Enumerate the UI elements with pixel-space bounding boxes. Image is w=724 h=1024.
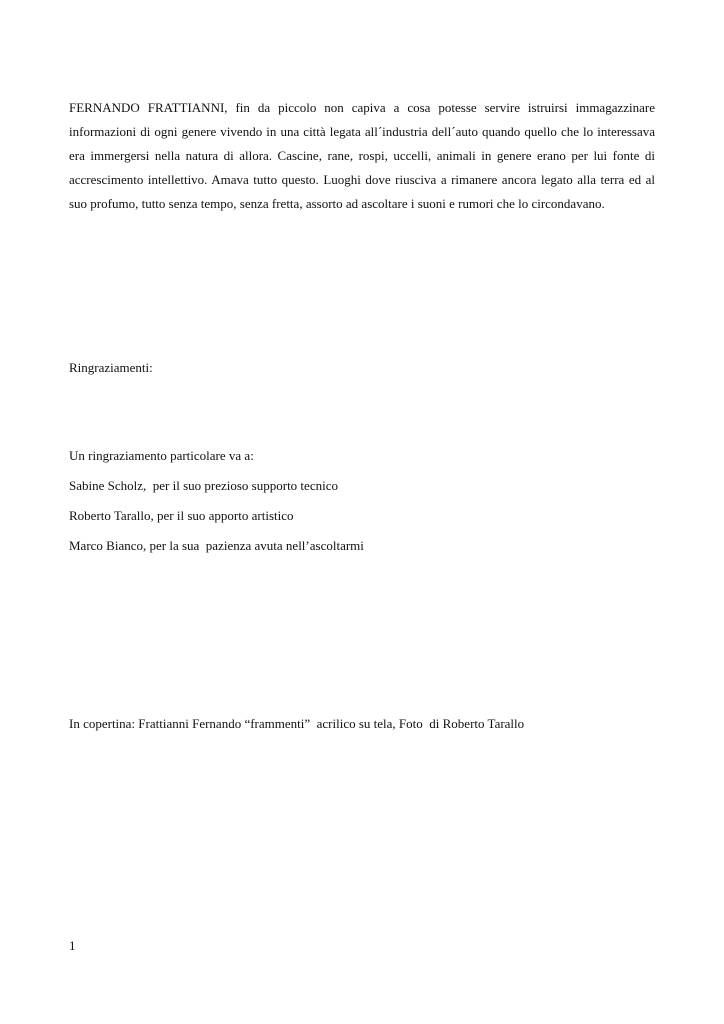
acknowledgements-intro: Un ringraziamento particolare va a: <box>69 448 254 463</box>
author-bio-paragraph: FERNANDO FRATTIANNI, fin da piccolo non capiva a cosa potesse servire istruirsi immagazzinare informazioni di ogni genere vivendo in una città legata all´industria dell´auto quando quello che lo interessava era immergersi nella natura di allora. Cascine, rane, rospi, uccelli, animali in genere erano per lui fonte di accrescimento intellettivo. Amava tutto questo. Luoghi dove riusciva a rimanere ancora legato alla terra ed al suo profumo, tutto senza tempo, senza fretta, assorto ad ascoltare i suoni e rumori che lo circondavano. <box>69 100 655 211</box>
page-number: 1 <box>69 938 76 953</box>
acknowledgement-item: Marco Bianco, per la sua pazienza avuta nell’ascoltarmi <box>69 538 364 553</box>
acknowledgement-item: Roberto Tarallo, per il suo apporto artistico <box>69 508 294 523</box>
acknowledgement-item: Sabine Scholz, per il suo prezioso supporto tecnico <box>69 478 338 493</box>
acknowledgements-heading: Ringraziamenti: <box>69 360 153 375</box>
cover-credit: In copertina: Frattianni Fernando “frammenti” acrilico su tela, Foto di Roberto Tarallo <box>69 716 525 731</box>
